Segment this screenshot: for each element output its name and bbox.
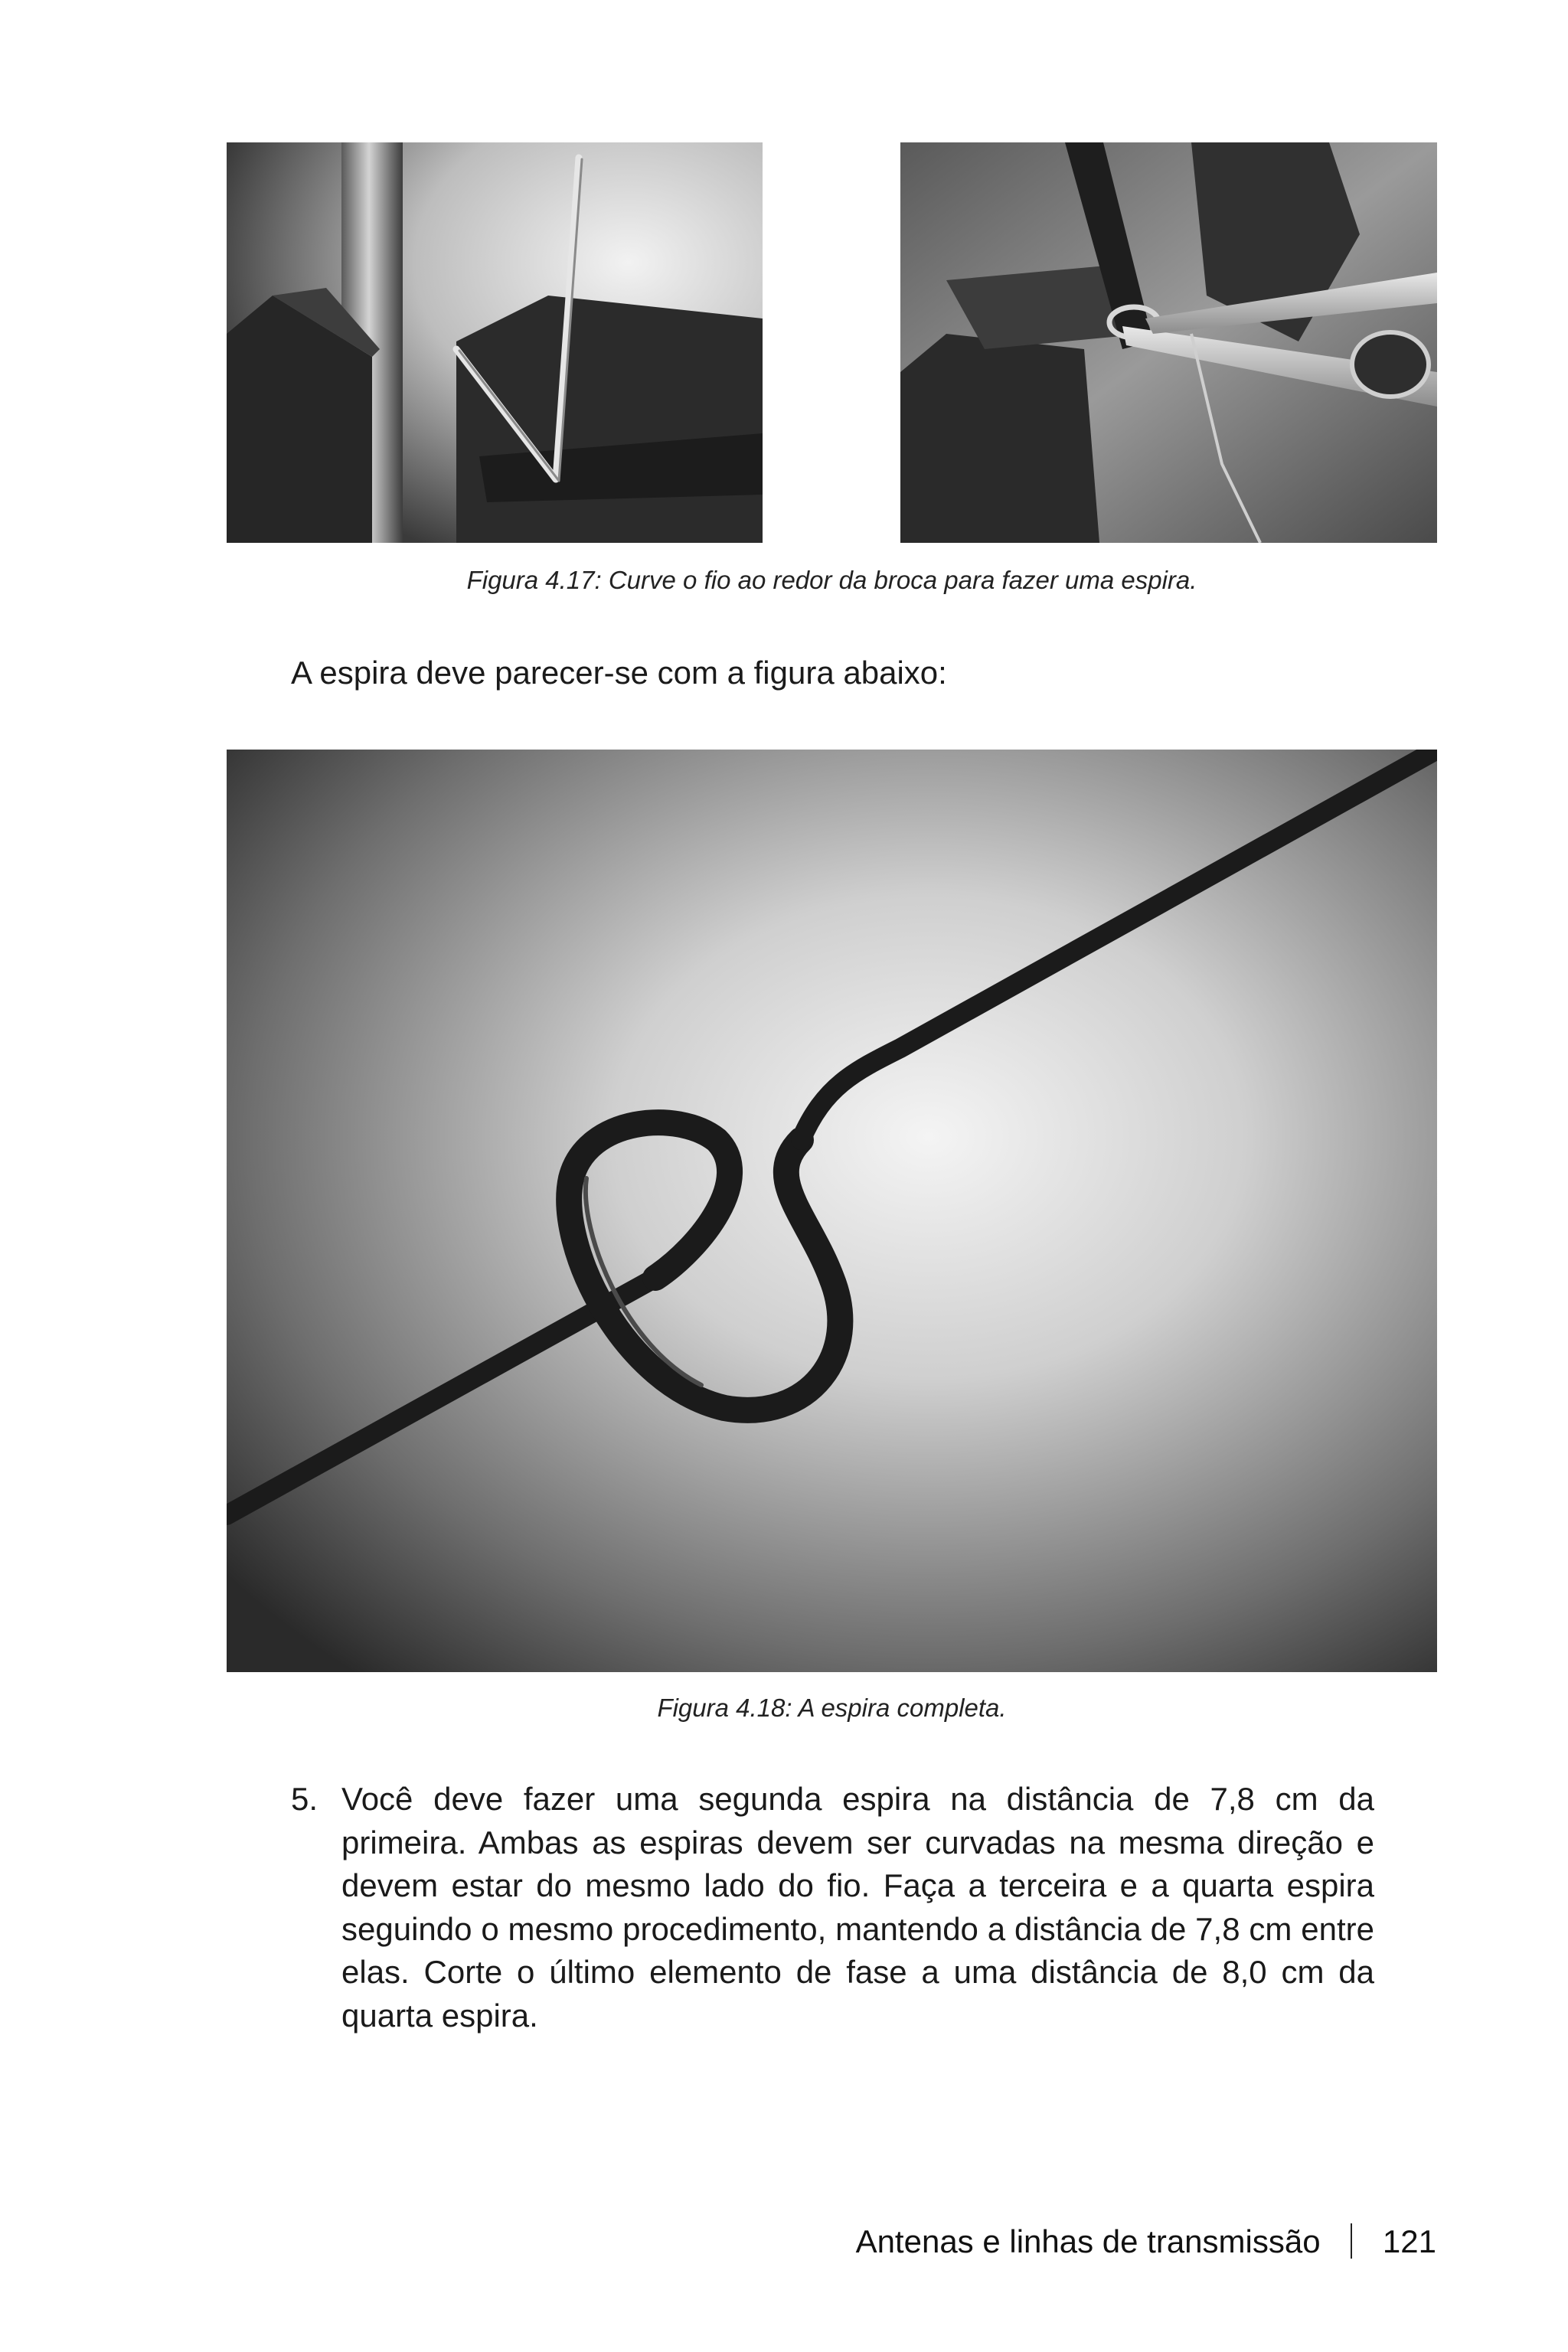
intro-paragraph: A espira deve parecer-se com a figura abaixo: [291, 655, 947, 691]
page-footer [856, 2222, 1436, 2262]
figure-4-17-left-photo [227, 142, 763, 543]
step-5-number: 5. [291, 1781, 318, 1817]
step-5-text: Você deve fazer uma segunda espira na distância de 7,8 cm da primeira. Ambas as espiras devem ser curvadas na mesma direção e devem estar do mesmo lado do fio. Faça a terceira e a quarta espira seguindo o mesmo procedimento, mantendo a distância de 7,8 cm entre elas. Corte o último elemento de fase a uma distância de 8,0 cm da quarta espira. [341, 1781, 1374, 2034]
step-5-item [291, 1778, 1374, 2037]
page-number: 121 [1382, 2223, 1436, 2259]
figure-4-18-photo [227, 750, 1437, 1672]
figure-4-17-caption: Figura 4.17: Curve o fio ao redor da broca para fazer uma espira. [466, 566, 1197, 594]
footer-separator [1351, 2223, 1352, 2259]
running-title: Antenas e linhas de transmissão [855, 2223, 1321, 2259]
figure-4-18-caption: Figura 4.18: A espira completa. [657, 1694, 1007, 1722]
figure-4-17-right-photo [900, 142, 1437, 543]
